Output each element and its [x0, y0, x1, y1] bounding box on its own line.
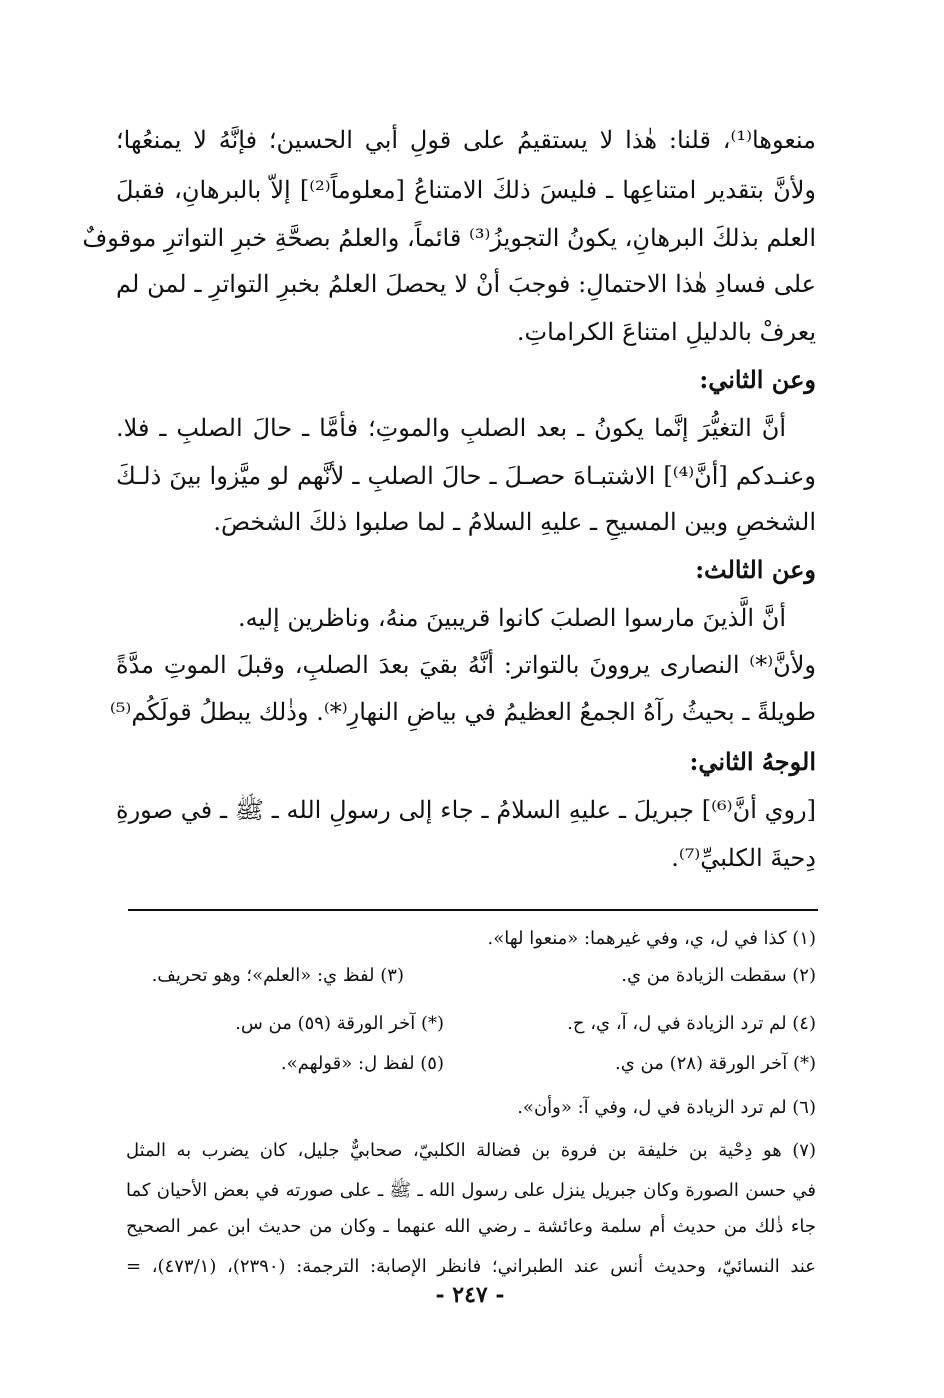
section-heading-second: وعن الثاني:: [699, 365, 816, 394]
body-line: أنَّ التغيُّرَ إنَّما يكونُ ـ بعد الصلبِ والموتِ؛ فأمَّا ـ حالَ الصلبِ ـ فلا.: [116, 414, 786, 442]
body-line: العلم بذلكَ البرهانِ، يكونُ التجويزُ⁽³⁾ قائماً، والعلمُ بصحَّةِ خبرِ التواترِ موقوفٌ: [82, 224, 816, 252]
section-heading-third: وعن الثالث:: [695, 555, 816, 584]
body-line: دِحيةَ الكلبيِّ⁽⁷⁾.: [671, 844, 816, 872]
body-line: الشخصِ وبين المسيحِ ـ عليهِ السلامُ ـ لما صلبوا ذلكَ الشخصَ.: [213, 508, 816, 536]
body-line: [روي أنَّ⁽⁶⁾] جبريلَ ـ عليهِ السلامُ ـ جاء إلى رسولِ الله ـ ﷺ ـ في صورةِ: [116, 796, 816, 824]
footnote-7-line: (٧) هو دِحْية بن خليفة بن فروة بن فضالة الكلبيّ، صحابيٌّ جليل، كان يضرب به المثل: [126, 1140, 816, 1161]
footnote-7-line: في حسن الصورة وكان جبريل ينزل على رسول الله ـ ﷺ ـ على صورته في بعض الأحيان كما: [126, 1180, 816, 1201]
footnote-4: (٤) لم ترد الزيادة في ل، آ، ي، ح.: [567, 1013, 816, 1034]
footnote-5: (٥) لفظ ل: «قولهم».: [280, 1053, 444, 1074]
body-line: أنَّ الَّذينَ مارسوا الصلبَ كانوا قريبينَ منهُ، وناظرين إليه.: [237, 604, 786, 632]
body-line: على فسادِ هٰذا الاحتمالِ: فوجبَ أنْ لا يحصلَ العلمُ بخبرِ التواترِ ـ لمن لم: [116, 270, 816, 298]
body-line: ولأنَّ بتقدير امتناعِها ـ فليسَ ذلكَ الامتناعُ [معلوماً⁽²⁾] إلاّ بالبرهانِ، فقبلَ: [116, 176, 816, 204]
footnote-6: (٦) لم ترد الزيادة في ل، وفي آ: «وأن».: [517, 1097, 816, 1118]
footnote-7-line: جاء ذٰلك من حديث أم سلمة وعائشة ـ رضي الله عنهما ـ وكان من حديث ابن عمر الصحيح: [126, 1216, 816, 1237]
page-number: - ٢٤٧ -: [435, 1282, 505, 1308]
footnote-3: (٣) لفظ ي: «العلم»؛ وهو تحريف.: [151, 965, 404, 986]
footnote-star-2: (*) آخر الورقة (٢٨) من ي.: [615, 1053, 816, 1074]
section-heading-second-aspect: الوجهُ الثاني:: [689, 747, 816, 776]
body-line: منعوها⁽¹⁾، قلنا: هٰذا لا يستقيمُ على قولِ أبي الحسين؛ فإنَّهُ لا يمنعُها؛: [116, 126, 817, 154]
footnote-1: (١) كذا في ل، ي، وفي غيرهما: «منعوا لها».: [487, 928, 816, 949]
footnote-2: (٢) سقطت الزيادة من ي.: [621, 965, 816, 986]
body-line: طويلةً ـ بحيثُ رآهُ الجمعُ العظيمُ في بياضِ النهارِ⁽*⁾. وذٰلك يبطلُ قولَكُم⁽⁵⁾: [109, 698, 816, 726]
footnote-star-1: (*) آخر الورقة (٥٩) من س.: [235, 1013, 444, 1034]
body-line: يعرفْ بالدليلِ امتناعَ الكراماتِ.: [516, 318, 816, 346]
footnote-separator: [128, 909, 818, 911]
footnote-7-line: عند النسائيّ، وحديث أنس عند الطبراني؛ فانظر الإصابة: الترجمة: (٢٣٩٠)، (٤٧٣/١)، =: [126, 1256, 817, 1277]
body-line: ولأنَّ⁽*⁾ النصارى يروونَ بالتواتر: أنَّهُ بقيَ بعدَ الصلبِ، وقبلَ الموتِ مدَّةً: [116, 651, 816, 679]
body-line: وعنـدكم [أنَّ⁽⁴⁾] الاشتبـاهَ حصـلَ ـ حالَ الصلبِ ـ لأنَّهم لو ميَّزوا بينَ ذلـكَ: [116, 462, 817, 490]
